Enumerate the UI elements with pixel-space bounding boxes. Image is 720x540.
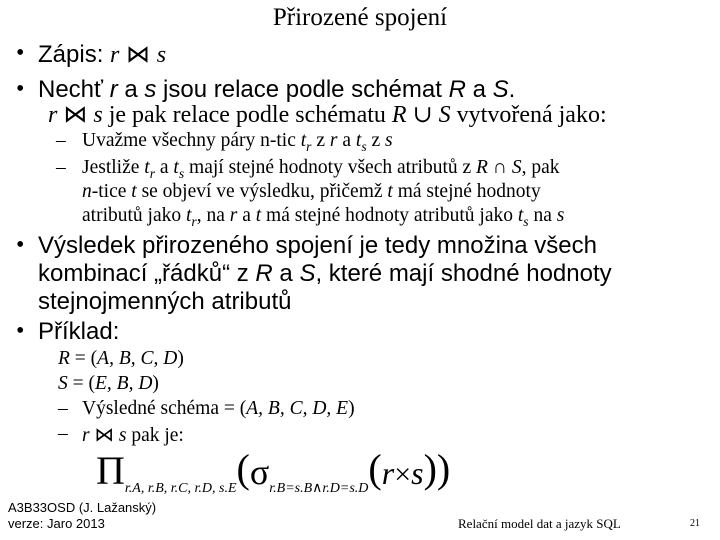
formula-inner-close-paren: ): [423, 446, 437, 491]
footer-topic: Relační model dat a jazyk SQL: [458, 516, 621, 531]
formula-r: r: [381, 455, 395, 491]
bullet-zapis-text: [38, 40, 166, 69]
sub-bullet-marker: –: [58, 423, 68, 444]
projection-subscript: r.A, r.B, r.C, r.D, s.E: [124, 481, 237, 496]
schema-R: R = (A, B, C, D): [58, 348, 184, 369]
bullet-marker: •: [16, 232, 25, 258]
sub-bullet-pairs: Uvažme všechny páry n-tic $t_r$ z r a $t_s$ z s: [82, 130, 393, 154]
join-operator: ⋈: [63, 102, 88, 128]
relation-r: r: [110, 42, 120, 68]
join-result-intro: r ⋈ s pak je:: [82, 425, 184, 446]
relational-algebra-formula: [96, 447, 450, 494]
schema-S: S = (E, B, D): [58, 373, 159, 394]
sub-bullet-condition-line2: n-tice t se objeví ve výsledku, přičemž t má stejné hodnoty: [82, 181, 541, 202]
bullet-vysledek-line2: kombinací „řádků“ z R a S, které mají shodné hodnoty: [38, 260, 612, 287]
bullet-marker: •: [16, 40, 25, 66]
footer-course-info: [8, 500, 156, 532]
bullet-zapis: [16, 40, 24, 67]
sub-bullet-condition-line3: atributů jako $t_r$, na r a t má stejné hodnoty atributů jako $t_s$ na s: [82, 205, 565, 229]
formula-open-paren: (: [236, 446, 250, 491]
footer-version: verze: Jaro 2013: [8, 516, 105, 531]
selection-symbol: σ: [249, 452, 270, 492]
page-number: 21: [690, 518, 700, 529]
join-operator: ⋈: [94, 425, 114, 446]
formula-inner-open-paren: (: [368, 446, 382, 491]
formula-s: s: [411, 455, 424, 491]
selection-subscript: r.B=s.B∧r.D=s.D: [269, 481, 369, 496]
sub-bullet-marker: –: [56, 157, 66, 178]
bullet-marker: •: [16, 76, 25, 102]
projection-symbol: Π: [96, 448, 125, 493]
bullet-priklad: Příklad:: [38, 318, 120, 345]
slide-title: Přirozené spojení: [272, 4, 448, 31]
bullet-marker: •: [16, 318, 25, 344]
cartesian-product-operator: ×: [394, 458, 412, 491]
bullet-vysledek-line3: stejnojmenných atributů: [38, 288, 292, 315]
sub-bullet-marker: –: [58, 398, 68, 419]
formula-close-paren: ): [436, 446, 451, 491]
footer-course: A3B33OSD (J. Lažanský): [8, 500, 157, 515]
sub-bullet-condition-line1: Jestliže $t_r$ a $t_s$ mají stejné hodnoty všech atributů z R ∩ S, pak: [82, 157, 560, 181]
result-schema: Výsledné schéma = (A, B, C, D, E): [82, 398, 355, 419]
intersection-operator: ∩: [487, 157, 512, 178]
union-operator: ∪: [406, 102, 439, 128]
bullet-necht-line1: Nechť r a s jsou relace podle schémat R a S.: [38, 76, 516, 103]
bullet-necht-line2: r ⋈ s je pak relace podle schématu R ∪ S vytvořená jako:: [48, 102, 607, 128]
join-operator: ⋈: [126, 42, 151, 68]
zapis-label: Zápis:: [38, 41, 111, 68]
relation-s: s: [156, 42, 167, 68]
bullet-vysledek-line1: Výsledek přirozeného spojení je tedy množina všech: [38, 232, 597, 259]
sub-bullet-marker: –: [56, 130, 66, 151]
